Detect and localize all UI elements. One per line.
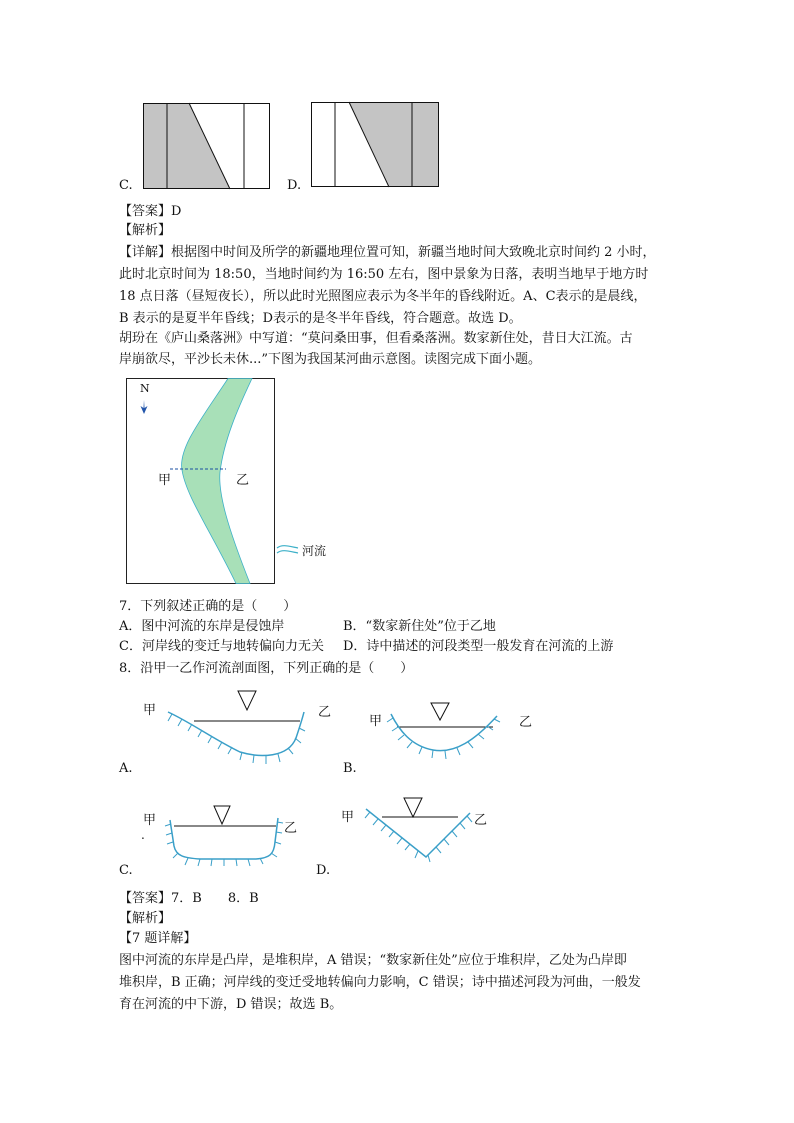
map-legend-label: 河流 xyxy=(302,544,327,558)
profile-b-diagram xyxy=(385,700,515,765)
detail-1-line-1: 【详解】根据图中时间及所学的新疆地理位置可知，新疆当地时间大致晚北京时间约 2 小时， xyxy=(119,245,656,260)
detail-7-line-1: 图中河流的东岸是凸岸，是堆积岸，A 错误；“数家新住处”应位于堆积岸，乙处为凸岸即 xyxy=(119,953,627,968)
q7-option-a: A．图中河流的东岸是侵蚀岸 xyxy=(119,619,285,634)
river-meander-map xyxy=(126,378,276,584)
profile-c-left: 甲 xyxy=(143,813,157,828)
analysis-1: 【解析】 xyxy=(119,223,172,238)
profile-c-diagram xyxy=(160,802,290,868)
detail-1-line-2: 此时北京时间为 18:50，当地时间约为 16:50 左右，图中景象为日落，表明当地早于地方时 xyxy=(119,267,649,282)
profile-d-right: 乙 xyxy=(474,813,488,828)
detail-1-line-3: 18 点日落（昼短夜长），所以此时光照图应表示为冬半年的昏线附近。A、C表示的是晨线， xyxy=(119,289,647,304)
map-west-point: 甲 xyxy=(158,473,172,488)
option-c-diagram xyxy=(143,103,270,189)
q8-stem: 8．沿甲一乙作河流剖面图，下列正确的是（ ） xyxy=(119,661,414,676)
option-c-label: C. xyxy=(119,178,133,193)
q7-stem: 7．下列叙述正确的是（ ） xyxy=(119,599,297,614)
profile-d-letter: D. xyxy=(316,863,331,878)
profile-b-right: 乙 xyxy=(519,715,533,730)
q7-option-c: C．河岸线的变迁与地转偏向力无关 xyxy=(119,639,324,654)
profile-d-diagram xyxy=(360,795,480,865)
detail-7-title: 【7 题详解】 xyxy=(119,931,197,946)
profile-c-right: 乙 xyxy=(284,821,298,836)
detail-7-line-2: 堆积岸，B 正确；河岸线的变迁受地转偏向力影响，C 错误；诗中描述河段为河曲，一般发 xyxy=(119,975,641,990)
profile-b-letter: B. xyxy=(343,761,357,776)
intro-line-2: 岸崩欲尽，平沙长未休...”下图为我国某河曲示意图。读图完成下面小题。 xyxy=(119,352,542,367)
detail-7-line-3: 育在河流的中下游，D 错误；故选 B。 xyxy=(119,997,343,1012)
option-d-label: D. xyxy=(287,178,302,193)
profile-d-left: 甲 xyxy=(341,810,355,825)
q7-option-b: B．“数家新住处”位于乙地 xyxy=(343,619,496,634)
map-east-point: 乙 xyxy=(236,473,250,488)
option-d-diagram xyxy=(311,102,439,187)
profile-a-right: 乙 xyxy=(318,705,332,720)
profile-a-letter: A. xyxy=(119,761,133,776)
detail-1-line-4: B 表示的是夏半年昏线；D表示的是冬半年昏线，符合题意。故选 D。 xyxy=(119,311,522,326)
profile-a-diagram xyxy=(160,688,310,768)
profile-b-left: 甲 xyxy=(369,714,383,729)
answer-2: 【答案】7．B 8．B xyxy=(119,891,259,906)
profile-c-letter: C. xyxy=(119,863,133,878)
analysis-2: 【解析】 xyxy=(119,911,172,926)
answer-1: 【答案】D xyxy=(119,204,182,219)
intro-line-1: 胡玢在《庐山桑落洲》中写道：“莫问桑田事，但看桑落洲。数家新住处，昔日大江流。古 xyxy=(119,331,633,346)
river-legend-icon xyxy=(276,544,300,558)
q7-option-d: D．诗中描述的河段类型一般发育在河流的上游 xyxy=(343,639,614,654)
north-label: N xyxy=(140,382,150,395)
profile-c-stray-dot: . xyxy=(141,828,145,842)
profile-a-left: 甲 xyxy=(143,703,157,718)
